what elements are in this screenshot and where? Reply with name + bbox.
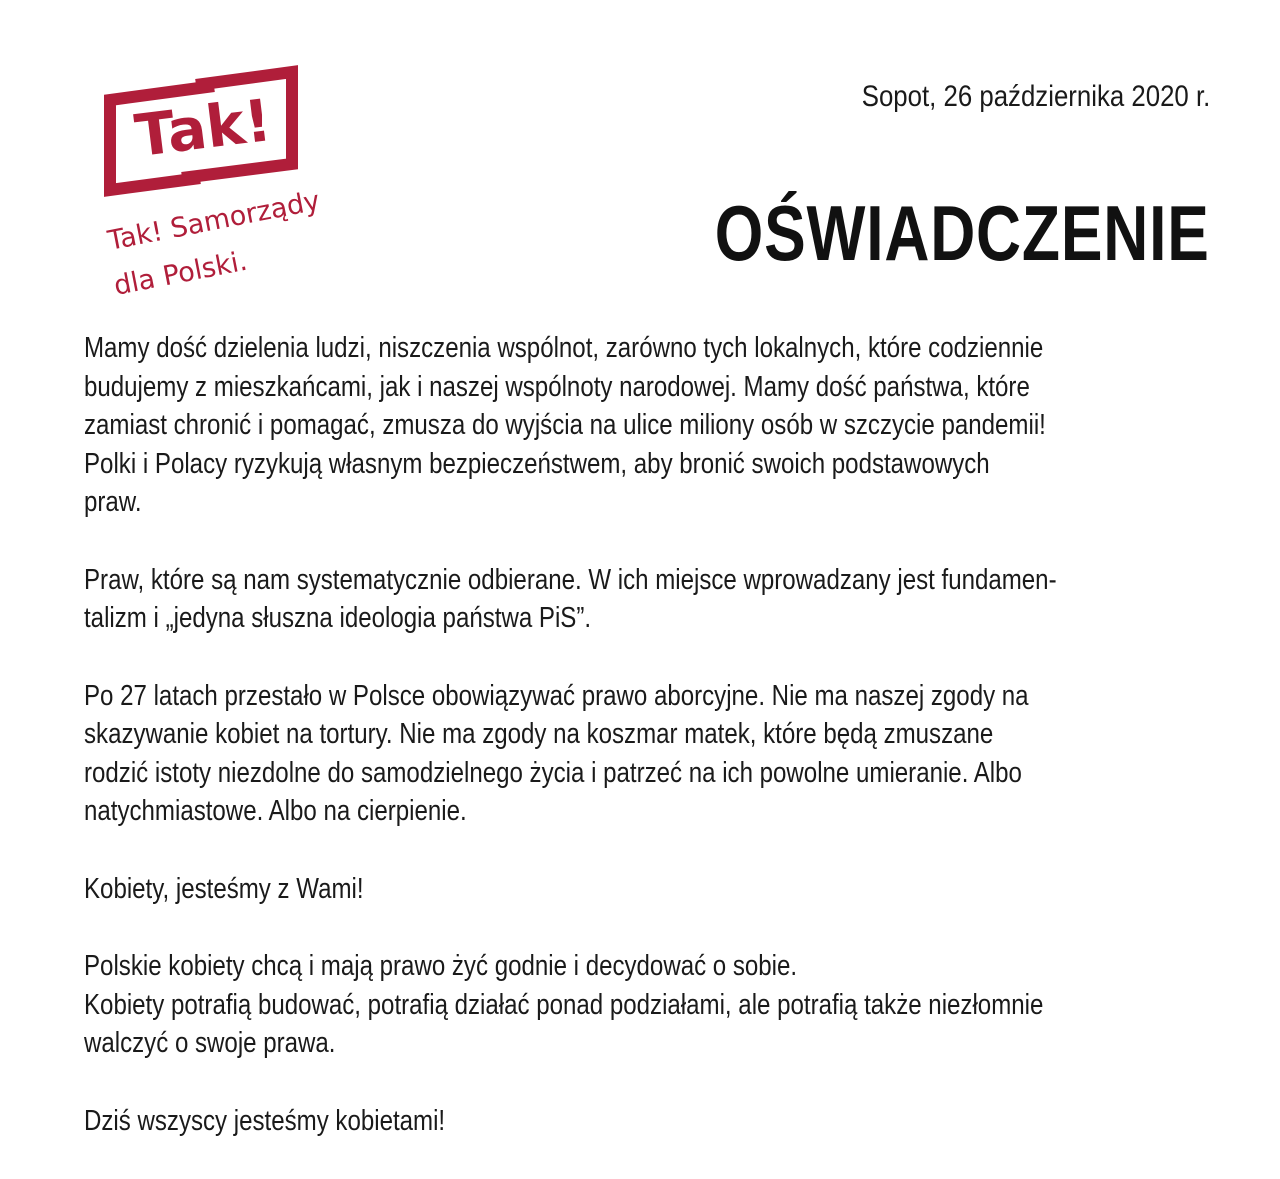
logo-tagline-line1: Tak! Samorządy	[105, 185, 323, 257]
logo-tagline-line2: dla Polski.	[111, 245, 250, 302]
text-line: Mamy dość dzielenia ludzi, niszczenia wspólnot, zarówno tych lokalnych, które codziennie	[84, 332, 1044, 364]
paragraph-3-lines	[84, 677, 1194, 831]
paragraph-4	[84, 870, 1194, 909]
tak-samorzady-logo	[96, 60, 396, 310]
paragraph-2-lines	[84, 561, 1194, 638]
text-line: natychmiastowe. Albo na cierpienie.	[84, 795, 467, 827]
paragraph-6-lines	[84, 1102, 1194, 1141]
text-line: budujemy z mieszkańcami, jak i naszej wspólnoty narodowej. Mamy dość państwa, które	[84, 370, 1030, 403]
document-title: OŚWIADCZENIE	[715, 189, 1210, 277]
paragraph-2	[84, 561, 1194, 638]
text-line: Polskie kobiety chcą i mają prawo żyć godnie i decydować o sobie.	[84, 950, 798, 982]
text-line: Po 27 latach przestało w Polsce obowiązywać prawo aborcyjne. Nie ma naszej zgody na	[84, 679, 1029, 712]
paragraph-1-lines	[84, 329, 1194, 522]
text-line: Kobiety, jesteśmy z Wami!	[84, 872, 364, 905]
paragraph-4-lines	[84, 870, 1194, 909]
text-line: Kobiety potrafią budować, potrafią działać ponad podziałami, ale potrafią także niezłomnie	[84, 988, 1044, 1021]
text-line: skazywanie kobiet na tortury. Nie ma zgody na koszmar matek, które będą zmuszane	[84, 718, 994, 750]
logo-graphic	[96, 60, 396, 310]
paragraph-1	[84, 329, 1194, 522]
text-line: talizm i „jedyna słuszna ideologia państwa PiS”.	[84, 602, 592, 634]
paragraph-5-lines	[84, 947, 1194, 1063]
logo-mark-text: Tak!	[131, 86, 275, 171]
text-line: rodzić istoty niezdolne do samodzielnego życia i patrzeć na ich powolne umieranie. Albo	[84, 756, 1022, 789]
paragraph-5	[84, 947, 1194, 1063]
text-line: zamiast chronić i pomagać, zmusza do wyjścia na ulice miliony osób w szczycie pandemii!	[84, 409, 1046, 441]
paragraph-3	[84, 677, 1194, 831]
paragraph-6	[84, 1102, 1194, 1141]
text-line: Dziś wszyscy jesteśmy kobietami!	[84, 1104, 446, 1137]
text-line: Praw, które są nam systematycznie odbierane. W ich miejsce wprowadzany jest fundamen-	[84, 563, 1057, 596]
text-line: praw.	[84, 486, 142, 518]
text-line: walczyć o swoje prawa.	[84, 1027, 336, 1059]
statement-body	[84, 329, 1194, 1179]
text-line: Polki i Polacy ryzykują własnym bezpieczeństwem, aby bronić swoich podstawowych	[84, 447, 990, 480]
document-date: Sopot, 26 października 2020 r.	[861, 80, 1210, 113]
